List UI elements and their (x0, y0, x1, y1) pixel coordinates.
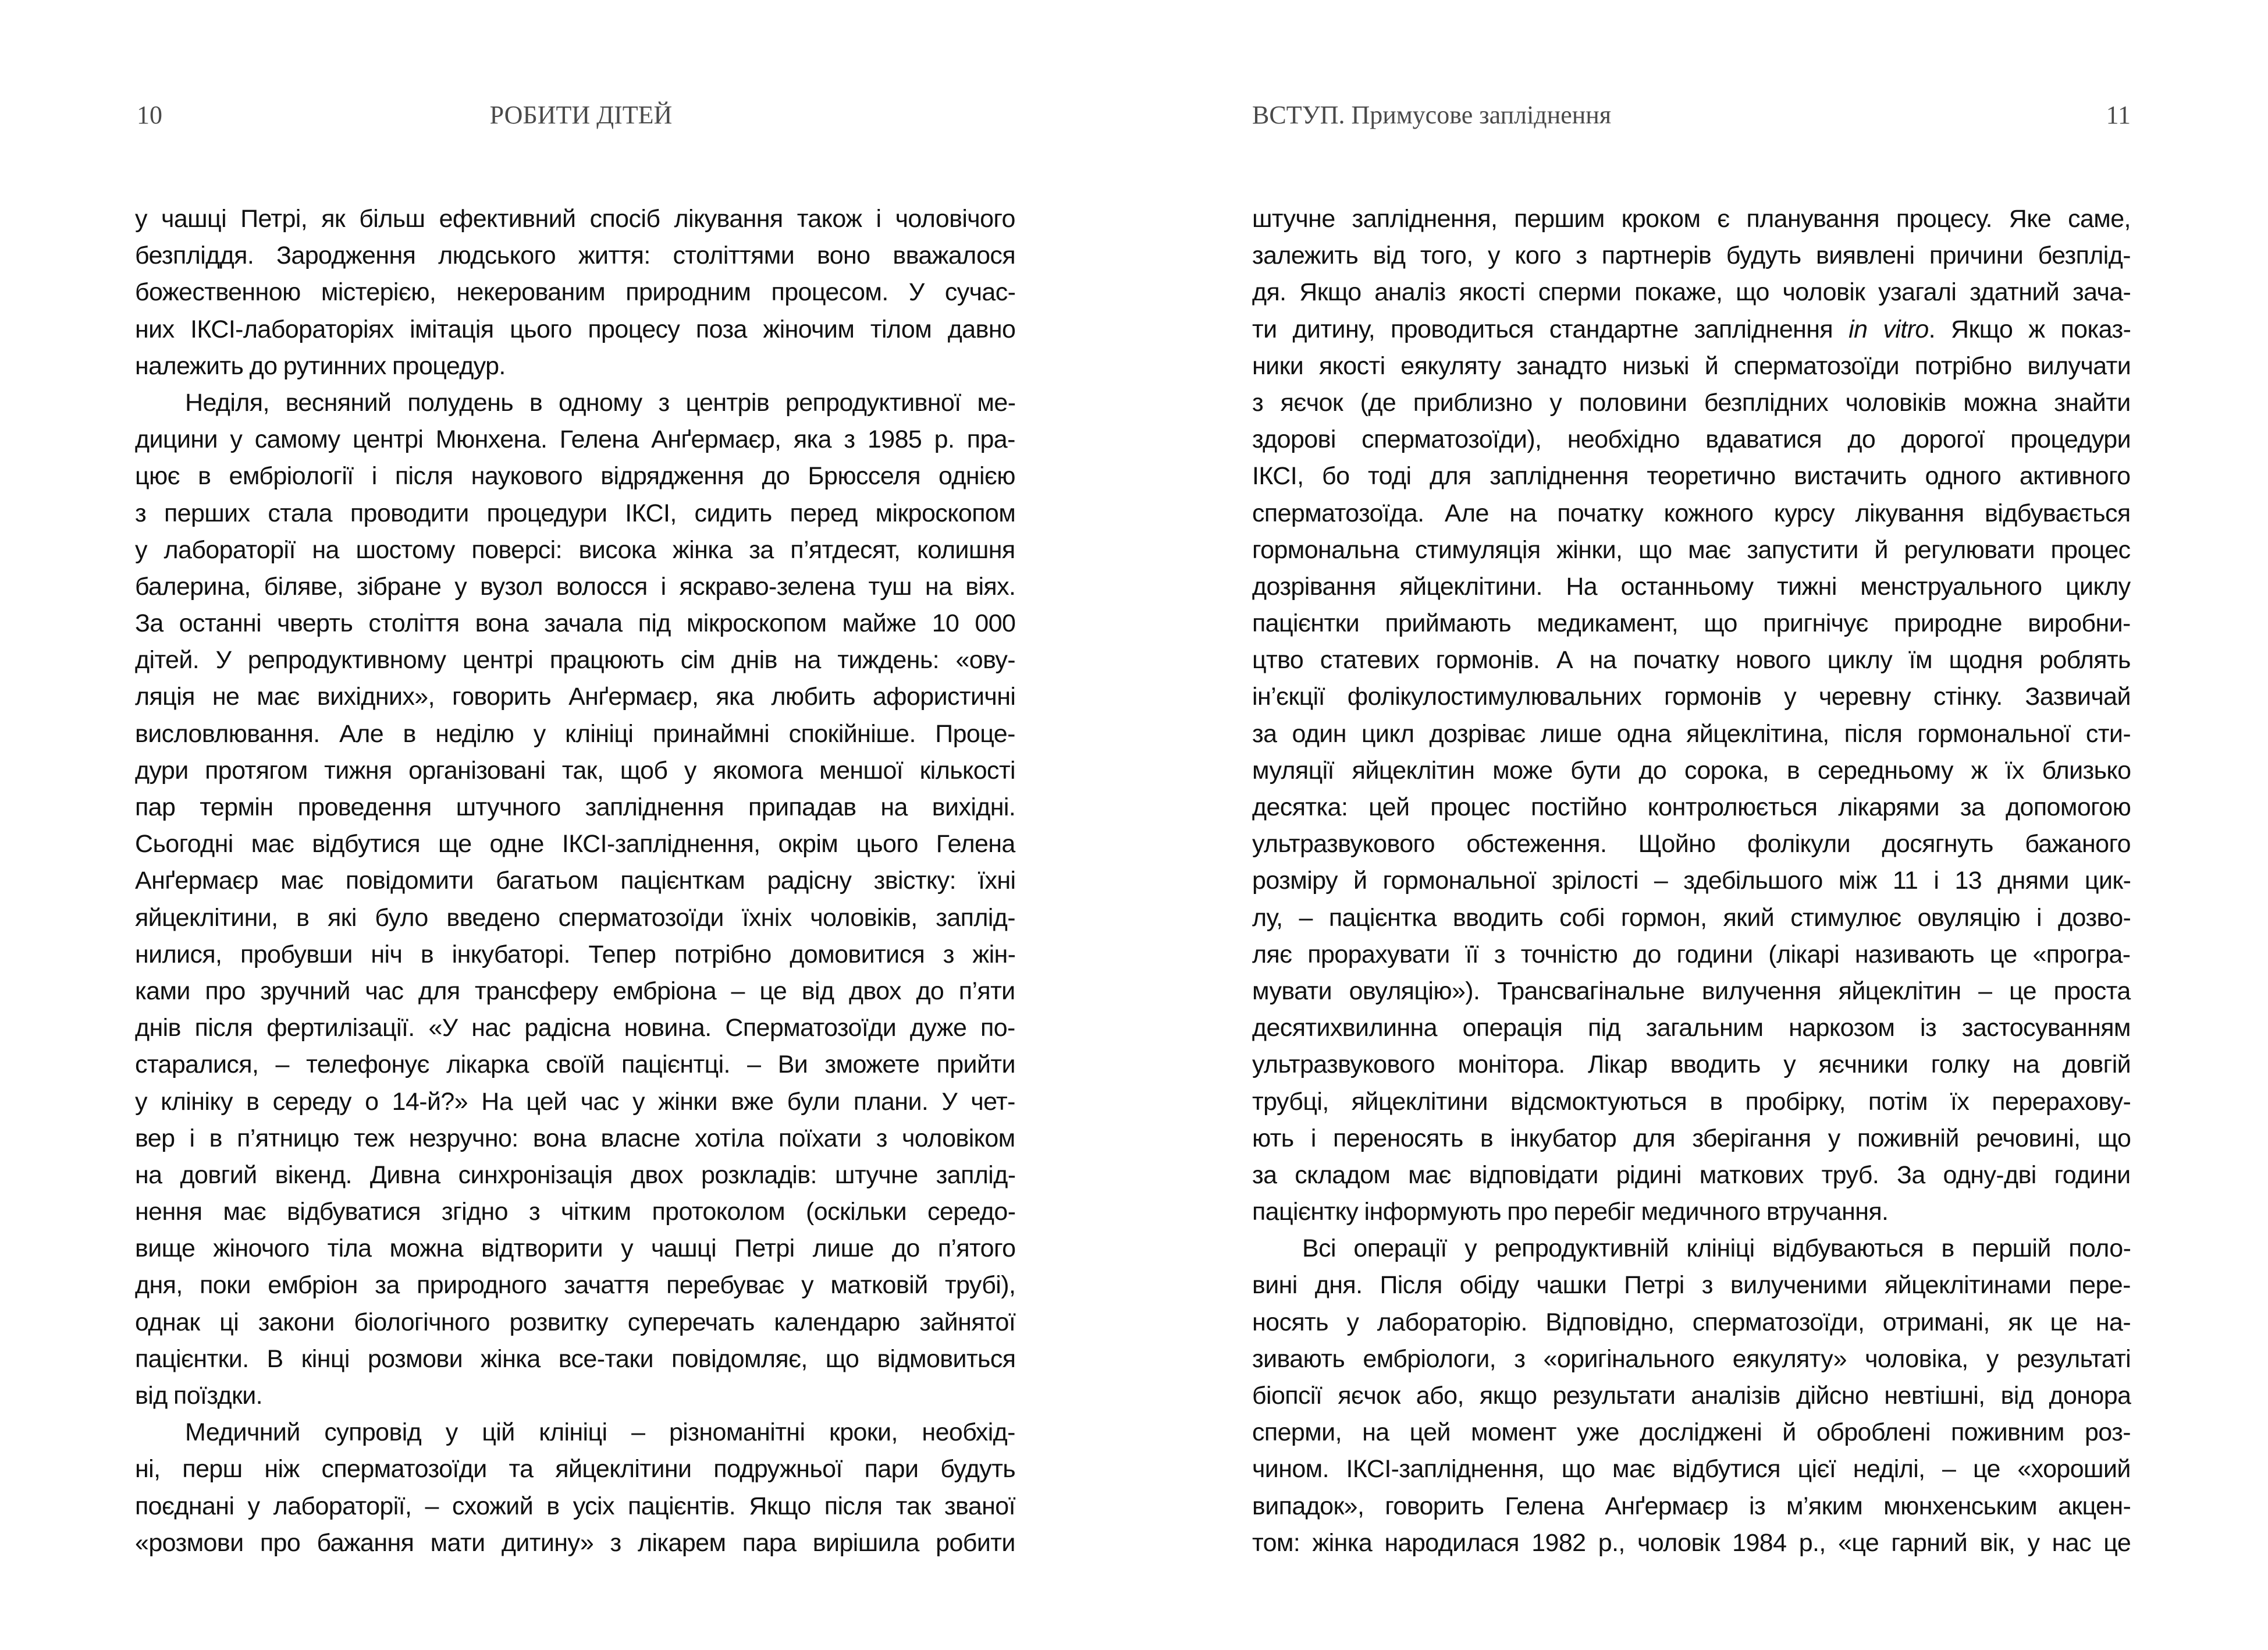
text-line (1252, 495, 2131, 532)
text-line-content: сперматозоїда. Але на початку кожного курсу лікування відбувається (1252, 499, 2131, 527)
text-line (1252, 826, 2131, 863)
text-line-content: у клініку в середу о 14-й?» На цей час у жінки вже були плани. У чет- (135, 1087, 1015, 1116)
body-text-left (135, 201, 1015, 1562)
text-line-content: розміру й гормональної зрілості – здебільшого між 11 і 13 днями цик- (1252, 867, 2131, 895)
text-line (135, 1267, 1015, 1304)
text-line-content: днів після фертилізації. «У нас радісна новина. Сперматозоїди дуже по- (135, 1014, 1015, 1042)
text-line-content: ники якості еякуляту занадто низькі й сперматозоїди потрібно вилучати (1252, 352, 2131, 380)
text-line-content: з яєчок (де приблизно у половини безплідних чоловіків можна знайти (1252, 388, 2131, 417)
text-line-content: випадок», говорить Гелена Анґермаєр із м’яким мюнхенським акцен- (1252, 1492, 2131, 1520)
text-line (135, 1046, 1015, 1083)
text-line-content: том: жінка народилася 1982 р., чоловік 1984 р., «це гарний вік, у нас це (1252, 1528, 2131, 1557)
text-line (1252, 863, 2131, 899)
text-fragment: . Якщо ж показ- (1928, 315, 2131, 343)
text-line (135, 753, 1015, 789)
text-line-content: ІКСІ, бо тоді для запліднення теоретично вистачить одного активного (1252, 462, 2131, 491)
text-line (1252, 385, 2131, 421)
text-line-content: вер і в п’ятницю теж незручно: вона власне хотіла поїхати з чоловіком (135, 1124, 1015, 1152)
text-line-content: ляє прорахувати її з точністю до години (лікарі називають це «програ- (1252, 940, 2131, 968)
text-line (135, 237, 1015, 274)
text-line (135, 201, 1015, 237)
text-line-content: десятихвилинна операція під загальним наркозом із застосуванням (1252, 1014, 2131, 1042)
text-line (135, 532, 1015, 569)
text-line-content: належить до рутинних процедур. (135, 352, 506, 380)
text-line (135, 789, 1015, 826)
text-line-content: пар термін проведення штучного запліднення припадав на вихідні. (135, 793, 1016, 821)
running-head-right (1252, 98, 2131, 133)
text-line (1252, 605, 2131, 642)
text-line (1252, 1046, 2131, 1083)
body-text-right (1252, 201, 2131, 1562)
text-line (1252, 1488, 2131, 1525)
text-line-content: яйцеклітини, в які було введено сперматозоїди їхніх чоловіків, заплід- (135, 903, 1015, 932)
text-line (1252, 237, 2131, 274)
text-line (135, 900, 1015, 936)
text-line (135, 1451, 1015, 1488)
text-line (135, 1414, 1015, 1451)
text-line (135, 348, 1015, 385)
text-line (1252, 348, 2131, 385)
text-line (1252, 1378, 2131, 1414)
text-line (1252, 1084, 2131, 1120)
text-line (135, 1157, 1015, 1194)
text-line-content: пацієнтки. В кінці розмови жінка все-таки повідомляє, що відмовиться (135, 1344, 1016, 1373)
text-line-content: пацієнтки приймають медикамент, що пригнічує природне виробни- (1252, 609, 2131, 638)
text-line-content: божественною містерією, некерованим природним процесом. У сучас- (135, 278, 1016, 307)
text-line (135, 1488, 1015, 1525)
text-line (135, 385, 1015, 421)
text-line (1252, 716, 2131, 753)
text-line-content: ні, перш ніж сперматозоїди та яйцеклітини подружньої пари будуть (135, 1455, 1016, 1484)
text-line (1252, 421, 2131, 458)
text-line-content: дня, поки ембріон за природного зачаття перебуває у матковій трубі), (135, 1271, 1016, 1300)
text-line-content: зивають ембріологи, з «оригінального еякуляту» чоловіка, у результаті (1252, 1344, 2131, 1373)
text-line (1252, 201, 2131, 237)
text-line-content: «розмови про бажання мати дитину» з лікарем пара вирішила робити (135, 1528, 1015, 1557)
text-line-content: за складом має відповідати рідині маткових труб. За одну-дві години (1252, 1161, 2131, 1189)
text-line (135, 716, 1015, 753)
text-line-content: дури протягом тижня організовані так, щоб у якомога меншої кількості (135, 756, 1015, 785)
text-line-content: пацієнтку інформують про перебіг медичного втручання. (1252, 1198, 1889, 1226)
running-title: РОБИТИ ДІТЕЙ (489, 101, 673, 129)
text-line-content: них ІКСІ-лабораторіях імітація цього процесу поза жіночим тілом давно (135, 315, 1016, 343)
text-line-content: ками про зручний час для трансферу ембріона – це від двох до п’яти (135, 977, 1015, 1005)
text-line-content: поєднані у лабораторії, – схожий в усіх пацієнтів. Якщо після так званої (135, 1492, 1015, 1520)
text-line-content: ін’єкції фолікулостимулювальних гормонів у черевну стінку. Зазвичай (1252, 683, 2131, 711)
text-line-content: гормональна стимуляція жінки, що має запустити й регулювати процес (1252, 535, 2131, 564)
text-line (1252, 311, 2131, 348)
text-line-content: вині дня. Після обіду чашки Петрі з вилученими яйцеклітинами пере- (1252, 1271, 2131, 1300)
text-line (135, 1120, 1015, 1157)
text-line (1252, 679, 2131, 715)
text-line (135, 1525, 1015, 1562)
text-line (135, 936, 1015, 973)
text-line-content: штучне запліднення, першим кроком є планування процесу. Яке саме, (1252, 205, 2131, 233)
text-line (1252, 642, 2131, 679)
text-line (1252, 1194, 2131, 1230)
text-line (135, 1341, 1015, 1378)
text-line-content: носять у лабораторію. Відповідно, сперматозоїди, отримані, як це на- (1252, 1308, 2131, 1336)
running-title: ВСТУП. Примусове запліднення (1252, 101, 1612, 129)
text-line-content: дітей. У репродуктивному центрі працюють сім днів на тиждень: «ову- (135, 646, 1016, 675)
text-line-content (1252, 311, 2131, 348)
text-line-content: Медичний супровід у цій клініці – різноманітні кроки, необхід- (185, 1418, 1015, 1447)
text-line (135, 495, 1015, 532)
text-line-content: чином. ІКСІ-запліднення, що має відбутися цієї неділі, – це «хороший (1252, 1455, 2131, 1484)
text-line (1252, 458, 2131, 495)
text-line-content: висловлювання. Але в неділю у клініці принаймні спокійніше. Проце- (135, 719, 1015, 748)
text-line (1252, 1451, 2131, 1488)
text-line-content: біопсії яєчок або, якщо результати аналізів дійсно невтішні, від донора (1252, 1382, 2131, 1410)
text-line-content: нилися, пробувши ніч в інкубаторі. Тепер потрібно домовитися з жін- (135, 940, 1016, 968)
text-line-content: лу, – пацієнтка вводить собі гормон, який стимулює овуляцію і дозво- (1252, 903, 2131, 932)
text-line-content: від поїздки. (135, 1382, 263, 1410)
text-line (1252, 753, 2131, 789)
text-line (135, 1230, 1015, 1267)
text-line-content: балерина, біляве, зібране у вузол волосся і яскраво-зелена туш на віях. (135, 572, 1016, 601)
text-line-content: з перших стала проводити процедури ІКСІ, сидить перед мікроскопом (135, 499, 1016, 527)
text-fragment: ти дитину, проводиться стандартне запліднення (1252, 315, 1849, 343)
text-line-content: За останні чверть століття вона зачала під мікроскопом майже 10 000 (135, 609, 1016, 638)
text-line-content: ють і переносять в інкубатор для зберігання у поживній речовині, що (1252, 1124, 2131, 1152)
page-number: 10 (137, 101, 162, 129)
text-line-content: ляція не має вихідних», говорить Анґермаєр, яка любить афористичні (135, 683, 1016, 711)
text-line (135, 1378, 1015, 1414)
text-line-content: вище жіночого тіла можна відтворити у чашці Петрі лише до п’ятого (135, 1234, 1016, 1263)
text-line-content: цтво статевих гормонів. А на початку нового циклу їм щодня роблять (1252, 646, 2131, 675)
text-line-content: ультразвукового монітора. Лікар вводить у яєчники голку на довгій (1252, 1051, 2131, 1079)
text-line-content: десятка: цей процес постійно контролюється лікарями за допомогою (1252, 793, 2131, 821)
text-line-content: цює в ембріології і після наукового відрядження до Брюсселя однією (135, 462, 1015, 491)
text-line-content: нення має відбуватися згідно з чітким протоколом (оскільки середо- (135, 1198, 1016, 1226)
text-line (1252, 274, 2131, 311)
text-line-content: однак ці закони біологічного розвитку суперечать календарю зайнятої (135, 1308, 1016, 1336)
text-line (1252, 1267, 2131, 1304)
text-line (135, 1084, 1015, 1120)
text-line-content: сперми, на цей момент уже досліджені й оброблені поживним роз- (1252, 1418, 2131, 1447)
text-line-content: на довгий вікенд. Дивна синхронізація двох розкладів: штучне заплід- (135, 1161, 1016, 1189)
text-line (1252, 789, 2131, 826)
text-line-content: муляції яйцеклітин може бути до сорока, в середньому ж їх близько (1252, 756, 2131, 785)
text-line (1252, 1525, 2131, 1562)
text-line (1252, 1304, 2131, 1341)
text-line-content: безпліддя. Зародження людського життя: століттями воно вважалося (135, 242, 1016, 270)
text-line (135, 826, 1015, 863)
text-line-content: дя. Якщо аналіз якості сперми покаже, що чоловік узагалі здатний зача- (1252, 278, 2131, 307)
text-line (135, 311, 1015, 348)
text-line (1252, 900, 2131, 936)
left-page (135, 0, 1015, 1650)
text-line-content: ультразвукового обстеження. Щойно фолікули досягнуть бажаного (1252, 830, 2131, 858)
text-line-content: залежить від того, у кого з партнерів будуть виявлені причини безплід- (1252, 242, 2131, 270)
right-page (1252, 0, 2131, 1650)
text-line (1252, 1414, 2131, 1451)
text-line (135, 679, 1015, 715)
text-line (135, 642, 1015, 679)
running-head-left (135, 98, 1015, 133)
text-line (135, 274, 1015, 311)
text-line-content: у чашці Петрі, як більш ефективний спосіб лікування також і чоловічого (135, 205, 1015, 233)
text-line (1252, 1010, 2131, 1046)
text-line (135, 458, 1015, 495)
text-line (135, 973, 1015, 1010)
text-line (1252, 1157, 2131, 1194)
text-line-content: здорові сперматозоїди), необхідно вдаватися до дорогої процедури (1252, 425, 2131, 454)
italic-term: in vitro (1848, 315, 1929, 343)
text-line-content: Сьогодні має відбутися ще одне ІКСІ-запліднення, окрім цього Гелена (135, 830, 1015, 858)
page-number: 11 (2106, 101, 2131, 129)
text-line (135, 863, 1015, 899)
text-line-content: Анґермаєр має повідомити багатьом пацієнткам радісну звістку: їхні (135, 867, 1016, 895)
text-line (1252, 1341, 2131, 1378)
text-line-content: трубці, яйцеклітини відсмоктуються в пробірку, потім їх перерахову- (1252, 1087, 2131, 1116)
text-line-content: мувати овуляцію»). Трансвагінальне вилучення яйцеклітин – це проста (1252, 977, 2131, 1005)
text-line (1252, 973, 2131, 1010)
text-line-content: дозрівання яйцеклітини. На останньому тижні менструального циклу (1252, 572, 2131, 601)
text-line (135, 1010, 1015, 1046)
text-line (135, 1194, 1015, 1230)
text-line (1252, 532, 2131, 569)
text-line-content: дицини у самому центрі Мюнхена. Гелена Анґермаєр, яка з 1985 р. пра- (135, 425, 1015, 454)
text-line (135, 569, 1015, 605)
text-line (1252, 1120, 2131, 1157)
text-line-content: Неділя, весняний полудень в одному з центрів репродуктивної ме- (185, 388, 1016, 417)
text-line (135, 1304, 1015, 1341)
text-line (1252, 936, 2131, 973)
text-line-content: за один цикл дозріває лише одна яйцеклітина, після гормональної сти- (1252, 719, 2131, 748)
text-line (135, 605, 1015, 642)
text-line (1252, 569, 2131, 605)
text-line-content: старалися, – телефонує лікарка своїй пацієнтці. – Ви зможете прийти (135, 1051, 1015, 1079)
text-line (135, 421, 1015, 458)
text-line (1252, 1230, 2131, 1267)
text-line-content: у лабораторії на шостому поверсі: висока жінка за п’ятдесят, колишня (135, 535, 1015, 564)
text-line-content: Всі операції у репродуктивній клініці відбуваються в першій поло- (1302, 1234, 2131, 1263)
